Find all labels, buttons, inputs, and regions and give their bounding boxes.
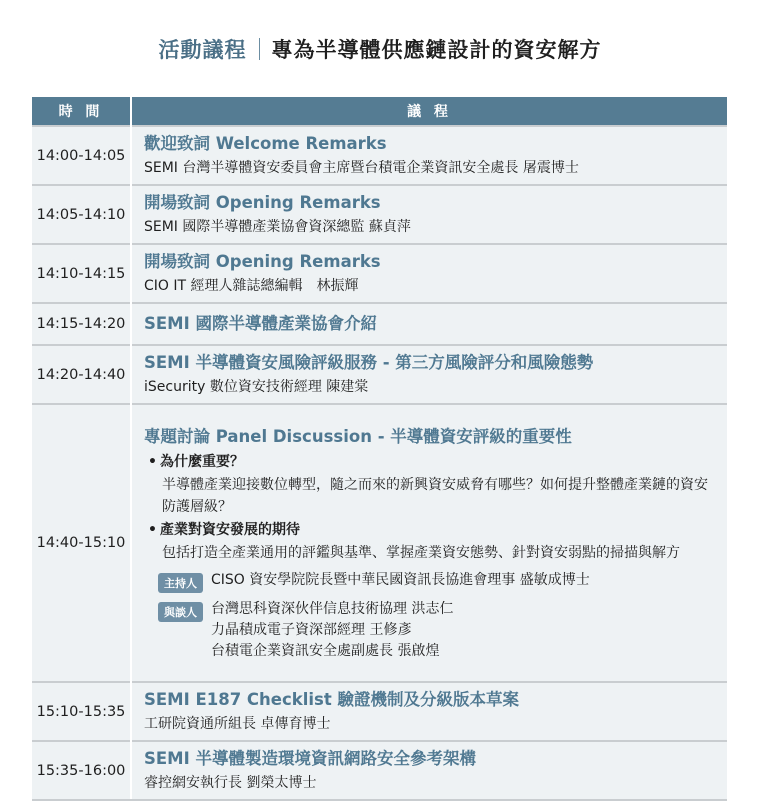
table-row bbox=[32, 185, 727, 244]
row-title: 開場致詞 Opening Remarks bbox=[144, 193, 381, 212]
row-speaker: 睿控網安執行長 劉榮太博士 bbox=[144, 775, 317, 791]
row-time: 15:10-15:35 bbox=[32, 682, 131, 741]
table-header-row bbox=[32, 97, 727, 126]
bullet-text: 為什麼重要？ bbox=[160, 453, 244, 470]
row-title: 專題討論 Panel Discussion - 半導體資安評級的重要性 bbox=[144, 426, 572, 446]
table-row bbox=[32, 682, 727, 741]
moderator-names bbox=[211, 570, 590, 591]
row-content bbox=[131, 126, 727, 185]
table-row bbox=[32, 345, 727, 404]
title-right: 專為半導體供應鏈設計的資安解方 bbox=[271, 38, 602, 62]
title-divider bbox=[259, 38, 260, 60]
row-content bbox=[131, 244, 727, 303]
row-content bbox=[131, 682, 727, 741]
page-title bbox=[0, 34, 760, 64]
table-row bbox=[32, 404, 727, 682]
bullet-dot: • bbox=[148, 453, 157, 470]
row-time: 15:35-16:00 bbox=[32, 741, 131, 800]
row-content bbox=[131, 345, 727, 404]
bullet-heading bbox=[148, 518, 727, 542]
table-row bbox=[32, 244, 727, 303]
row-title: 開場致詞 Opening Remarks bbox=[144, 252, 381, 271]
panelist-names bbox=[211, 599, 453, 662]
table-row bbox=[32, 303, 727, 345]
bullet-text: 產業對資安發展的期待 bbox=[160, 521, 300, 538]
row-speaker: CIO IT 經理人雜誌總編輯 林振輝 bbox=[144, 278, 359, 294]
row-time: 14:40-15:10 bbox=[32, 404, 131, 682]
row-title: SEMI 半導體製造環境資訊網路安全參考架構 bbox=[144, 749, 476, 768]
panelist-name: 台積電企業資訊安全處副處長 張啟煌 bbox=[211, 642, 440, 659]
row-time: 14:10-14:15 bbox=[32, 244, 131, 303]
row-title: SEMI 國際半導體產業協會介紹 bbox=[144, 313, 377, 333]
row-speaker: 工研院資通所組長 卓傳育博士 bbox=[144, 716, 331, 732]
bullet-paragraph: 包括打造全產業通用的評鑑與基準、掌握產業資安態勢、針對資安弱點的掃描與解方 bbox=[162, 544, 680, 561]
row-content bbox=[131, 303, 727, 345]
moderator-badge: 主持人 bbox=[158, 573, 203, 593]
moderator-name: CISO 資安學院院長暨中華民國資訊長協進會理事 盛敏成博士 bbox=[211, 571, 590, 588]
row-title: SEMI 半導體資安風險評級服務 - 第三方風險評分和風險態勢 bbox=[144, 353, 594, 372]
bullet-heading bbox=[148, 450, 727, 474]
header-agenda: 議 程 bbox=[131, 97, 727, 126]
row-time: 14:20-14:40 bbox=[32, 345, 131, 404]
row-speaker: SEMI 國際半導體產業協會資深總監 蘇貞萍 bbox=[144, 219, 411, 235]
panelist-badge: 與談人 bbox=[158, 602, 203, 622]
bullet-paragraph: 半導體產業迎接數位轉型，隨之而來的新興資安威脅有哪些？如何提升整體產業鏈的資安防護層級？ bbox=[162, 476, 708, 515]
panelist-name: 力晶積成電子資深部經理 王修彥 bbox=[211, 621, 412, 638]
agenda-table bbox=[32, 97, 727, 801]
row-time: 14:00-14:05 bbox=[32, 126, 131, 185]
row-content bbox=[131, 185, 727, 244]
table-row bbox=[32, 126, 727, 185]
panelist-name: 台灣思科資深伙伴信息技術協理 洪志仁 bbox=[211, 600, 454, 617]
panelist-row bbox=[158, 599, 727, 662]
bullet-dot: • bbox=[148, 521, 157, 538]
row-content bbox=[131, 741, 727, 800]
table-row bbox=[32, 741, 727, 800]
row-title: SEMI E187 Checklist 驗證機制及分級版本草案 bbox=[144, 690, 519, 709]
row-content bbox=[131, 404, 727, 682]
row-speaker: SEMI 台灣半導體資安委員會主席暨台積電企業資訊安全處長 屠震博士 bbox=[144, 160, 579, 176]
row-speaker: iSecurity 數位資安技術經理 陳建棠 bbox=[144, 379, 369, 395]
moderator-row bbox=[158, 570, 727, 593]
header-time: 時 間 bbox=[32, 97, 131, 126]
row-time: 14:05-14:10 bbox=[32, 185, 131, 244]
title-left: 活動議程 bbox=[158, 38, 247, 62]
row-title: 歡迎致詞 Welcome Remarks bbox=[144, 134, 387, 153]
row-time: 14:15-14:20 bbox=[32, 303, 131, 345]
